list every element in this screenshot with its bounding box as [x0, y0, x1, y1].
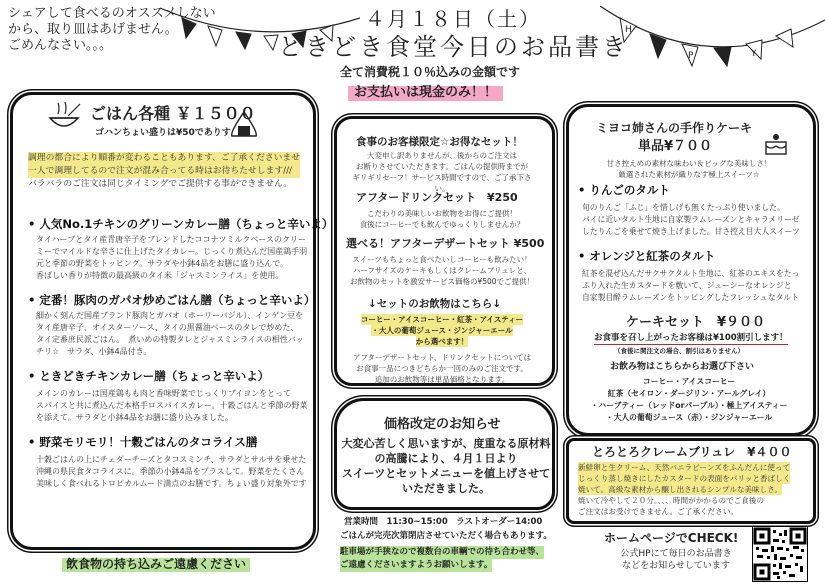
desc-line: 厳選された素材が織りなす極上スイーツ☆ — [618, 170, 760, 179]
order-note: 調理の都合により順番が変わることもあります、ご了承くださいませ — [28, 153, 301, 163]
set-desc — [352, 150, 532, 194]
homepage-desc — [616, 548, 736, 572]
menu-item-desc — [36, 388, 308, 424]
desc-line: メインのカレーは国産鶏もも肉と香味野菜でじっくりブイヨンをとって — [36, 389, 291, 398]
drink-line: 紅茶（セイロン・ダージリン・アールグレイ） — [607, 389, 771, 398]
desc-line: 細かく刻んだ国産ブランド豚肉とガパオ（ホーリーバジル）、インゲン豆を — [36, 311, 304, 320]
bunting-right — [600, 0, 825, 100]
drink-line: コーヒー・アイスコーヒー・紅茶・アイスティー — [360, 315, 524, 324]
order-note: バラバラのご注文は同じタイミングでご提供する事ができません。 — [28, 179, 293, 189]
sellout-note: ごはんが完売次第閉店させていただく場合もあります。 — [340, 531, 552, 541]
menu-item-title-text: 野菜モリモリ！十穀ごはんのタコライス膳 — [39, 435, 258, 449]
menu-item-title: • ときどきチキンカレー膳（ちょっと辛いよ） — [28, 369, 270, 383]
desc-line: スパイスと共に煮込んだ本格手ロスパイスカレー。十穀ごはんと季節の野菜 — [36, 401, 308, 410]
desc-line: 美味しく食べれるトロピカルムード満点のお膳です。ちょい盛り対象外です — [36, 479, 307, 488]
menu-item-title-text: 人気No.1チキンのグリーンカレー膳（ちょっと辛いよ） — [39, 217, 334, 231]
desc-line: ミーでマイルドな辛さに仕上げたタイカレー。じっくり煮込んだ国産鶏手羽 — [36, 247, 308, 256]
desc-line: 追加のお飲物等は単品価格となります。 — [374, 375, 510, 384]
desc-line: チリ☆ サラダ、小鉢4品付き。 — [36, 347, 152, 356]
no-outside-food-note: 飲食物の持ち込みご遠慮ください — [62, 558, 250, 572]
desc-line: アフターデザートセット、ドリンクセットについては — [352, 353, 532, 362]
desc-line: 大変申し訳ありませんが、後からのご注文は — [367, 151, 517, 160]
qr-pattern — [753, 527, 807, 581]
notice-body — [340, 436, 552, 496]
svg-text:P: P — [688, 51, 694, 61]
notice-line: の高騰により、４月１日より — [374, 452, 518, 465]
parking-note — [340, 546, 544, 572]
cake-drinks-list — [578, 376, 800, 424]
desc-line: などをお知らせしています — [622, 561, 730, 571]
parking-line: ご遠慮くださいますようお願いします。 — [340, 560, 493, 570]
cake-item-desc — [582, 202, 800, 238]
desc-line: お断りさせていただきます。ごはんの提供時までが — [356, 162, 528, 171]
desc-line: お食事一品につきどちらか一回のみのご注文です。 — [356, 364, 528, 373]
intro-line: シェアして食べるのオススメしない — [8, 6, 216, 21]
homepage-title: ホームページでCHECK! — [604, 531, 739, 545]
desc-line: お飲物のセットを激安サービス価格の¥500でご提供！ — [349, 277, 535, 286]
desc-line: 甘さ控えめの素材な味わい＆ビッグな美味しさ！ — [606, 159, 772, 168]
intro-line: ごめんなさい。。。 — [8, 38, 113, 53]
drink-set-title: アフタードリンクセット ¥250 — [356, 191, 518, 204]
menu-item-title: • 野菜モリモリ！十穀ごはんのタコライス膳 — [28, 435, 258, 449]
menu-item-title-text: 定番！豚肉のガパオ炒めごはん膳（ちょっと辛いよ） — [39, 293, 316, 307]
rice-heading: ごはん各種 ￥１５００ — [90, 104, 256, 123]
cake-price: 単品¥７００ — [638, 139, 713, 154]
cake-set-discount: お食事を召し上がったお客様は¥100割引します！ — [594, 333, 788, 343]
dessert-set-desc — [346, 254, 538, 287]
drink-line: から選べます！ — [415, 337, 469, 346]
desc-line: 香ばしい香りが特徴の最高級のタイ米「ジャスミンライス」を使用。 — [36, 271, 284, 280]
desc-line: ハーフサイズのケーキもしくはクレームブリュレと、 — [352, 266, 532, 275]
menu-item-title: • 人気No.1チキンのグリーンカレー膳（ちょっと辛いよ） — [28, 217, 334, 231]
desc-line: ギリギリセーフ！サービス時間ですので、ご了承下さい。 — [352, 173, 532, 193]
desc-line: タイ産唐辛子、オイスターソース、タイの黒醤油ベースのタレで炒めた、 — [36, 323, 299, 332]
brulee-title: とろとろクレームブリュレ ¥４００ — [592, 445, 792, 459]
desc-line: 旬のりんご「ふじ」を惜しげも無くたっぷり使いました。 — [582, 203, 785, 212]
set-rules — [346, 352, 538, 385]
tax-note: 全て消費税１０％込みの金額です — [340, 65, 521, 79]
rice-sub: ゴハンちょい盛りは¥50でありす — [95, 128, 231, 138]
menu-item-desc — [36, 234, 307, 282]
cake-set-title: ケーキセット ¥９００ — [626, 315, 766, 330]
set-title: 食事のお客様限定☆お得なセット！ — [356, 136, 523, 148]
notice-line: 大変心苦しく思いますが、度重なる原材料 — [341, 437, 551, 450]
desc-line: スイーツもちょっと食べたいしコーヒーも飲みたい！ — [352, 255, 532, 264]
intro-line: から、取り皿はあげません。 — [8, 22, 178, 37]
desc-line: こだわりの美味しいお飲物をお得にご提供！ — [367, 209, 517, 218]
order-notes — [28, 152, 300, 191]
cake-icon — [762, 130, 790, 156]
dessert-set-title: 選べる！アフターデザートセット ¥500 — [346, 237, 545, 250]
desc-line: 焼いて。高級な素材から醸し出されるシンプルな美味しさ。 — [578, 485, 783, 494]
desc-line: 新鮮卵と生クリーム、天然バニラビーンズをふんだんに使って — [578, 463, 791, 472]
desc-line: 焼いて冷やして２０分。、、、時間がかかるのでご食後の — [578, 496, 765, 505]
desc-line: 紅茶を混ぜ込んだサクサクタルト生地に、紅茶のエキスをたっ — [582, 269, 800, 278]
notice-title: 価格改定のお知らせ — [384, 417, 501, 432]
set-drinks-list — [346, 314, 538, 347]
drink-set-desc — [352, 208, 532, 230]
desc-line: ご注文はお受けできません。ご了承ください。 — [578, 507, 738, 516]
brulee-desc — [578, 462, 790, 517]
desc-line: 自家製目酔ラムレーズンをトッピングしたフレッシュなタルト — [582, 293, 799, 302]
desc-line: を添えて。サラダと小鉢4品をお膳に盛り込みました。 — [36, 413, 233, 422]
menu-item-desc — [36, 454, 307, 490]
drink-line: コーヒー・アイスコーヒー — [642, 377, 736, 386]
drink-line: ・大人の葡萄ジュース（赤）・ジンジャーエール — [605, 413, 773, 422]
menu-item-title-text: ときどきチキンカレー膳（ちょっと辛いよ） — [39, 369, 270, 383]
desc-line: 沖縄の県民食タコライスに。季節の小鉢4品をプラスして。野菜をたくさん — [36, 467, 305, 476]
desc-line: タイハーブとタイ産青唐辛子をブレンドしたココナツミルクベースのクリー — [36, 235, 306, 244]
cake-set-discount-note: （食後に関注文の場合、割引はありません） — [614, 347, 744, 355]
menu-item-desc — [36, 310, 304, 358]
svg-text:H: H — [625, 25, 632, 35]
drink-line: ・大人の葡萄ジュース・ジンジャーエール — [371, 326, 513, 335]
cake-item-title: • オレンジと紅茶のタルト — [578, 249, 716, 263]
cake-title: ミヨコ姉さんの手作りケーキ — [596, 121, 753, 135]
cake-desc — [578, 158, 800, 180]
rice-bowl-icon — [46, 100, 82, 134]
cake-item-title: • りんごのタルト — [578, 183, 670, 197]
desc-line: 公式HPにて毎日のお品書き — [620, 549, 732, 559]
business-hours: 営業時間 11:30~15:00 ラストオーダー14:00 — [344, 517, 543, 527]
order-note: 一人で調理してるので注文が混み合ってる時はお待ちたせします/// — [28, 165, 300, 178]
drinks-label: ↓セットのお飲物はこちら↓ — [368, 298, 502, 310]
menu-date: ４月１８日（土） — [365, 7, 541, 31]
menu-item-title: • 定番！豚肉のガパオ炒めごはん膳（ちょっと辛いよ） — [28, 293, 316, 307]
parking-line: 駐車場が手狭なので複数台の車輌での待ち合わせ等、 — [340, 547, 545, 557]
notice-line: スイーツとセットメニューを値上げさせて — [341, 467, 551, 480]
cake-item-name: オレンジと紅茶のタルト — [589, 249, 716, 263]
cake-drinks-label: お飲み物はこちらからお選び下さい — [610, 362, 755, 372]
desc-line: 元と季節の野菜をトッピング。サラダや小鉢4品をお膳に盛り込んで。 — [36, 259, 289, 268]
notice-line: いただきました。 — [402, 482, 490, 495]
desc-line: パイに近いタルト生地に自家製ラムレーズンとキャラメリーゼ — [582, 215, 800, 224]
svg-text:Y: Y — [751, 49, 757, 59]
cake-item-desc — [582, 268, 799, 304]
desc-line: じっくり蒸し焼きにしたカスタードの表面をパリッと香ばしく — [578, 474, 791, 483]
page-title: ときどき食堂今日のお品書き — [278, 33, 629, 61]
cake-item-name: りんごのタルト — [589, 183, 670, 197]
desc-line: タイ定番庶民派ごはん。 煮いめの特製タレとジャスミンライスの相性バッ — [36, 335, 304, 344]
qr-code-icon[interactable] — [752, 526, 808, 582]
cash-note: お支払いは現金のみ！！ — [348, 86, 503, 101]
desc-line: 食後にコーヒーでも飲んでゆっくりしませんか？ — [359, 220, 525, 229]
desc-line: したりんごを乗せて焼き上げました。甘さ控え目大人スイーツ — [582, 227, 800, 236]
drink-line: ・ハーブティー（レッドorパープル）・極上アイスティー — [590, 401, 788, 410]
desc-line: ぷり入れた生カスタードを敷いて、ジューシーなオレンジと — [582, 281, 792, 290]
desc-line: 十穀ごはんの上にチェダーチーズとタコスミンチ、サラダとサルサを乗せた — [36, 455, 307, 464]
